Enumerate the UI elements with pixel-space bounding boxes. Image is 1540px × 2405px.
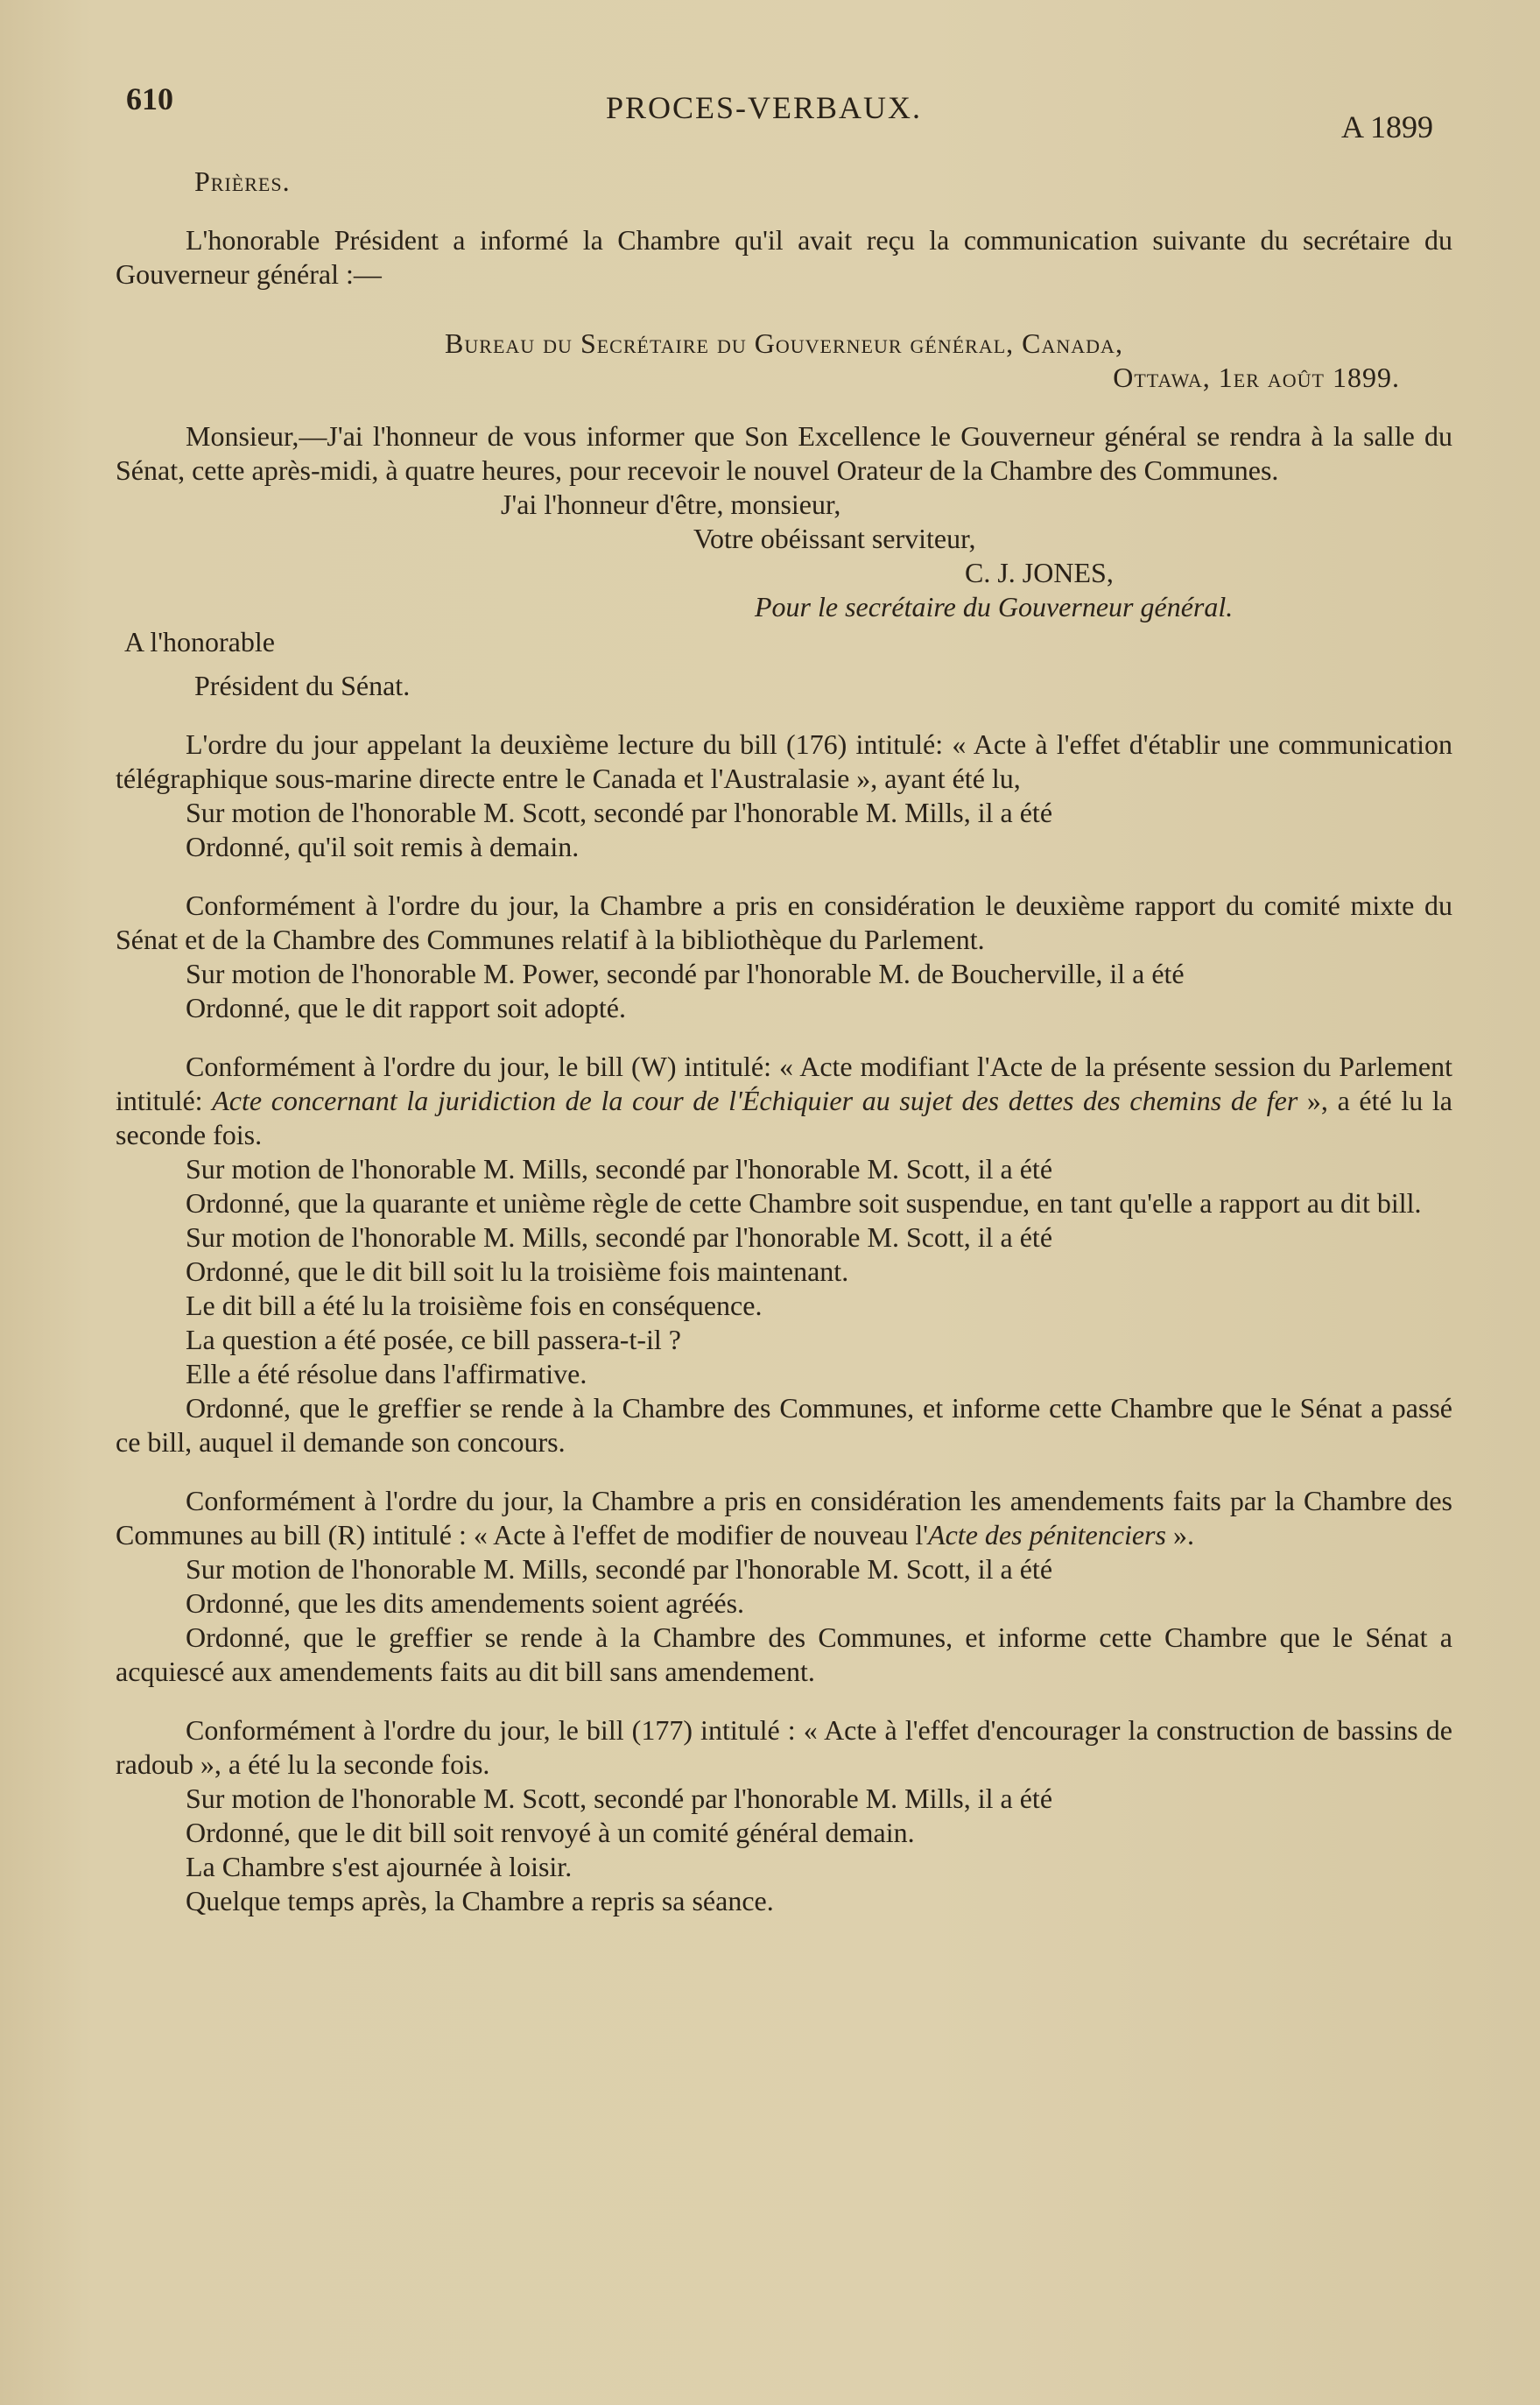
paragraph-3-motion: Sur motion de l'honorable M. Mills, secondé par l'honorable M. Scott, il a été	[186, 1153, 1053, 1185]
prayers-heading: Prières.	[194, 165, 291, 197]
paragraph-3-order: Ordonné, que la quarante et unième règle de cette Chambre soit suspendue, en tant qu'elle a rapport au dit bill.	[186, 1187, 1422, 1219]
paragraph-3-motion-2: Sur motion de l'honorable M. Mills, secondé par l'honorable M. Scott, il a été	[186, 1221, 1053, 1253]
letter-signature: C. J. JONES,	[965, 557, 1114, 588]
paragraph-5: Conformément à l'ordre du jour, le bill (177) intitulé : « Acte à l'effet d'encourager la construction de bassins de radoub », a été lu la seconde fois.	[116, 1714, 1452, 1780]
letter-address-2: Président du Sénat.	[194, 670, 411, 701]
intro-paragraph: L'honorable Président a informé la Chambre qu'il avait reçu la communication suivante du secrétaire du Gouverneur général :—	[116, 224, 1452, 290]
running-title: PROCES-VERBAUX.	[606, 90, 923, 125]
paragraph-3-order-2: Ordonné, que le dit bill soit lu la troisième fois maintenant.	[186, 1255, 849, 1287]
page-year: A 1899	[1340, 109, 1433, 144]
letter-place-date: Ottawa, 1er août 1899.	[1113, 362, 1400, 393]
letter-closing-2: Votre obéissant serviteur,	[693, 523, 976, 554]
paragraph-4-start: Conformément à l'ordre du jour, la Chambre a pris en considération les amendements faits par la Chambre des Communes au bill (R) intitulé : « Acte à l'effet de modifier de nouveau l'	[116, 1485, 1452, 1551]
paragraph-5-resume: Quelque temps après, la Chambre a repris sa séance.	[186, 1885, 774, 1916]
signature-row	[116, 590, 1452, 669]
paragraph-3-clerk: Ordonné, que le greffier se rende à la Chambre des Communes, et informe cette Chambre que le Sénat a passé ce bill, auquel il demande son concours.	[116, 1392, 1452, 1458]
document-body	[116, 165, 1452, 1918]
paragraph-3-start: Conformément à l'ordre du jour, le bill (W) intitulé: « Acte modifiant l'Acte de la présente session du Parlement intitulé:	[116, 1051, 1452, 1116]
paragraph-4-italic: Acte des pénitenciers	[928, 1519, 1166, 1551]
letter-signature-title: Pour le secrétaire du Gouverneur général.	[755, 591, 1234, 622]
paragraph-4-motion: Sur motion de l'honorable M. Mills, secondé par l'honorable M. Scott, il a été	[186, 1553, 1053, 1585]
paragraph-3-question: La question a été posée, ce bill passera-t-il ?	[186, 1324, 681, 1355]
paragraph-3-resolved: Elle a été résolue dans l'affirmative.	[186, 1358, 587, 1389]
letter-address-1: A l'honorable	[124, 626, 275, 658]
paragraph-2: Conformément à l'ordre du jour, la Chambre a pris en considération le deuxième rapport du comité mixte du Sénat et de la Chambre des Communes relatif à la bibliothèque du Parlement.	[116, 890, 1452, 955]
page-number: 610	[126, 81, 173, 116]
letter-office: Bureau du Secrétaire du Gouverneur général, Canada,	[445, 327, 1123, 359]
paragraph-4-end: ».	[1165, 1519, 1194, 1551]
paragraph-2-motion: Sur motion de l'honorable M. Power, secondé par l'honorable M. de Boucherville, il a été	[186, 958, 1185, 989]
paragraph-4	[116, 1484, 1452, 1552]
paragraph-5-order: Ordonné, que le dit bill soit renvoyé à un comité général demain.	[186, 1817, 915, 1848]
paragraph-5-motion: Sur motion de l'honorable M. Scott, secondé par l'honorable M. Mills, il a été	[186, 1783, 1053, 1814]
paragraph-1-motion: Sur motion de l'honorable M. Scott, secondé par l'honorable M. Mills, il a été	[186, 797, 1053, 828]
paragraph-1-order: Ordonné, qu'il soit remis à demain.	[186, 831, 580, 862]
page-header	[116, 79, 1452, 149]
paragraph-5-adjourn: La Chambre s'est ajournée à loisir.	[186, 1851, 573, 1882]
paragraph-4-clerk: Ordonné, que le greffier se rende à la Chambre des Communes, et informe cette Chambre que le Sénat a acquiescé aux amendements faits au dit bill sans amendement.	[116, 1621, 1452, 1687]
paragraph-3-italic: Acte concernant la juridiction de la cour de l'Échiquier au sujet des dettes des chemins de fer	[212, 1085, 1298, 1116]
paragraph-3-end: », a été lu la seconde fois.	[116, 1085, 1453, 1150]
paragraph-3-read: Le dit bill a été lu la troisième fois en conséquence.	[186, 1290, 763, 1321]
letter-body: Monsieur,—J'ai l'honneur de vous informer que Son Excellence le Gouverneur général se rendra à la salle du Sénat, cette après-midi, à quatre heures, pour recevoir le nouvel Orateur de la Chambre des Communes.	[116, 420, 1452, 486]
paragraph-4-order: Ordonné, que les dits amendements soient agréés.	[186, 1587, 745, 1619]
paragraph-2-order: Ordonné, que le dit rapport soit adopté.	[186, 992, 626, 1023]
paragraph-3	[116, 1050, 1452, 1152]
letter-closing: J'ai l'honneur d'être, monsieur,	[501, 489, 841, 520]
paragraph-1: L'ordre du jour appelant la deuxième lecture du bill (176) intitulé: « Acte à l'effet d'établir une communication télégraphique sous-marine directe entre le Canada et l'Australasie », ayant été lu,	[116, 728, 1452, 794]
